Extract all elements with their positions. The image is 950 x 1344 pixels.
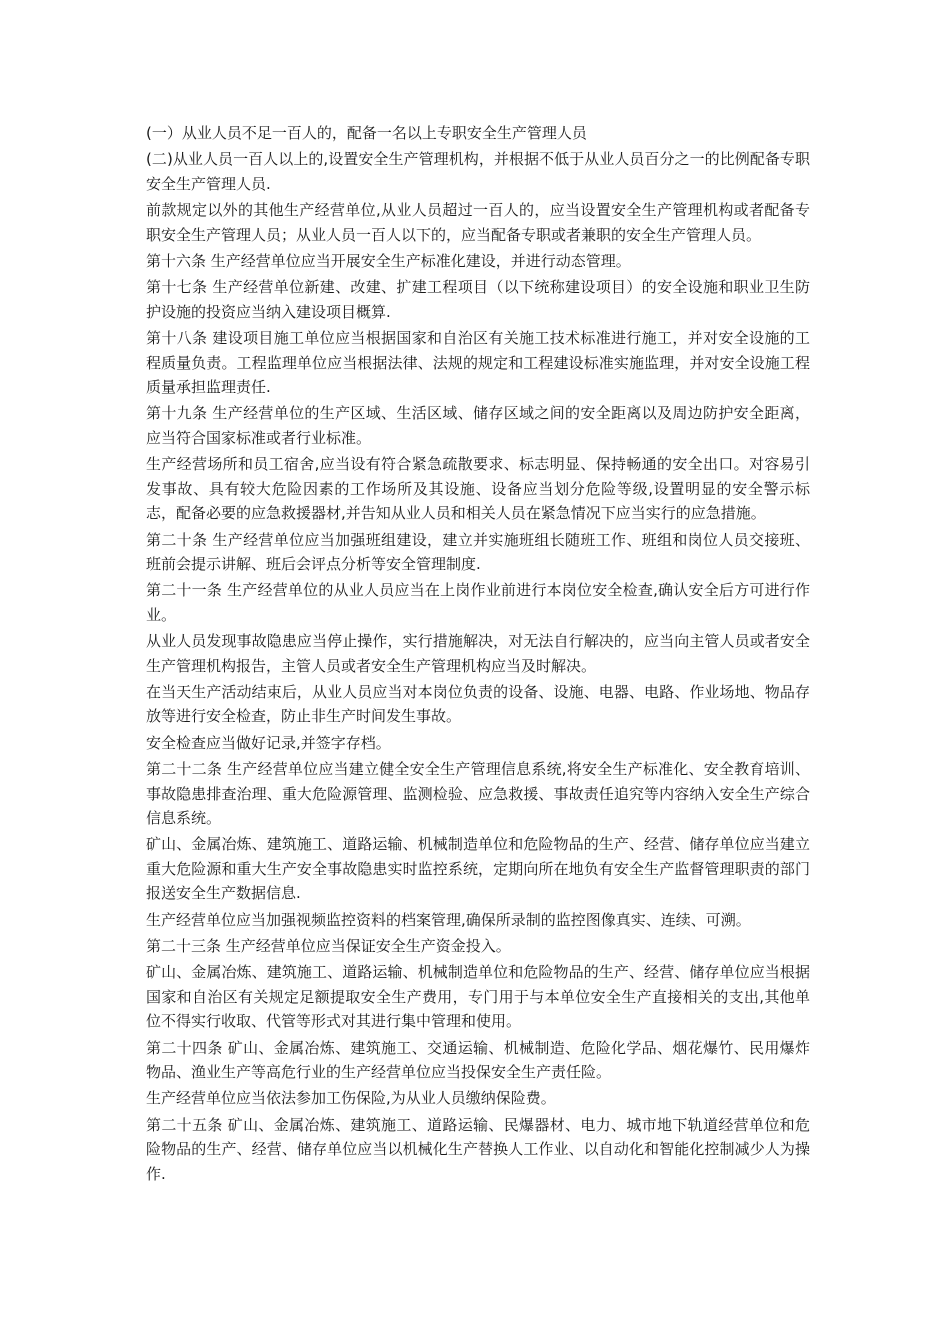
article-21-paragraph-3: 在当天生产活动结束后，从业人员应当对本岗位负责的设备、设施、电器、电路、作业场地、物品存放等进行安全检查，防止非生产时间发生事故。: [146, 682, 810, 726]
article-21: 第二十一条 生产经营单位的从业人员应当在上岗作业前进行本岗位安全检查,确认安全后方可进行作业。: [146, 581, 810, 624]
article-23-paragraph-2: 矿山、金属冶炼、建筑施工、道路运输、机械制造单位和危险物品的生产、经营、储存单位应当根据国家和自治区有关规定足额提取安全生产费用，专门用于与本单位安全生产直接相关的支出,其他单位不得实行收取、代管等形式对其进行集中管理和使用。: [146, 963, 810, 1031]
article-19: 第十九条 生产经营单位的生产区域、生活区域、储存区域之间的安全距离以及周边防护安全距离，应当符合国家标准或者行业标准。: [146, 404, 810, 447]
article-25: 第二十五条 矿山、金属冶炼、建筑施工、道路运输、民爆器材、电力、城市地下轨道经营单位和危险物品的生产、经营、储存单位应当以机械化生产替换人工作业、以自动化和智能化控制减少人为操作.: [146, 1115, 810, 1183]
paragraph-3: 前款规定以外的其他生产经营单位,从业人员超过一百人的，应当设置安全生产管理机构或者配备专职安全生产管理人员；从业人员一百人以下的，应当配备专职或者兼职的安全生产管理人员。: [146, 201, 810, 244]
article-18: 第十八条 建设项目施工单位应当根据国家和自治区有关施工技术标准进行施工，并对安全设施的工程质量负责。工程监理单位应当根据法律、法规的规定和工程建设标准实施监理，并对安全设施工程质量承担监理责任.: [146, 329, 810, 397]
article-22-paragraph-3: 生产经营单位应当加强视频监控资料的档案管理,确保所录制的监控图像真实、连续、可溯。: [146, 910, 751, 929]
paragraph-2: (二)从业人员一百人以上的,设置安全生产管理机构，并根据不低于从业人员百分之一的比例配备专职安全生产管理人员.: [146, 150, 810, 193]
article-22-paragraph-2: 矿山、金属冶炼、建筑施工、道路运输、机械制造单位和危险物品的生产、经营、储存单位应当建立重大危险源和重大生产安全事故隐患实时监控系统，定期向所在地负有安全生产监督管理职责的部门报送安全生产数据信息.: [146, 835, 810, 903]
document-body: [146, 121, 810, 1188]
article-23: 第二十三条 生产经营单位应当保证安全生产资金投入。: [146, 937, 511, 955]
paragraph-1: (一）从业人员不足一百人的，配备一名以上专职安全生产管理人员: [146, 124, 587, 142]
article-17: 第十七条 生产经营单位新建、改建、扩建工程项目（以下统称建设项目）的安全设施和职业卫生防护设施的投资应当纳入建设项目概算.: [146, 278, 810, 321]
article-24: 第二十四条 矿山、金属冶炼、建筑施工、交通运输、机械制造、危险化学品、烟花爆竹、民用爆炸物品、渔业生产等高危行业的生产经营单位应当投保安全生产责任险。: [146, 1038, 810, 1082]
article-20: 第二十条 生产经营单位应当加强班组建设，建立并实施班组长随班工作、班组和岗位人员交接班、班前会提示讲解、班后会评点分析等安全管理制度.: [146, 530, 810, 573]
article-21-paragraph-2: 从业人员发现事故隐患应当停止操作，实行措施解决，对无法自行解决的，应当向主管人员或者安全生产管理机构报告，主管人员或者安全生产管理机构应当及时解决。: [146, 632, 810, 675]
article-24-paragraph-2: 生产经营单位应当依法参加工伤保险,为从业人员缴纳保险费。: [146, 1089, 556, 1108]
article-21-paragraph-4: 安全检查应当做好记录,并签字存档。: [146, 733, 391, 752]
article-19-paragraph-2: 生产经营场所和员工宿舍,应当设有符合紧急疏散要求、标志明显、保持畅通的安全出口。对容易引发事故、具有较大危险因素的工作场所及其设施、设备应当划分危险等级,设置明显的安全警示标志，配备必要的应急救援器材,并告知从业人员和相关人员在紧急情况下应当实行的应急措施。: [146, 455, 810, 523]
article-16: 第十六条 生产经营单位应当开展安全生产标准化建设，并进行动态管理。: [146, 252, 631, 271]
article-22: 第二十二条 生产经营单位应当建立健全安全生产管理信息系统,将安全生产标准化、安全教育培训、事故隐患排查治理、重大危险源管理、监测检验、应急救援、事故责任追究等内容纳入安全生产综合信息系统。: [146, 760, 810, 827]
